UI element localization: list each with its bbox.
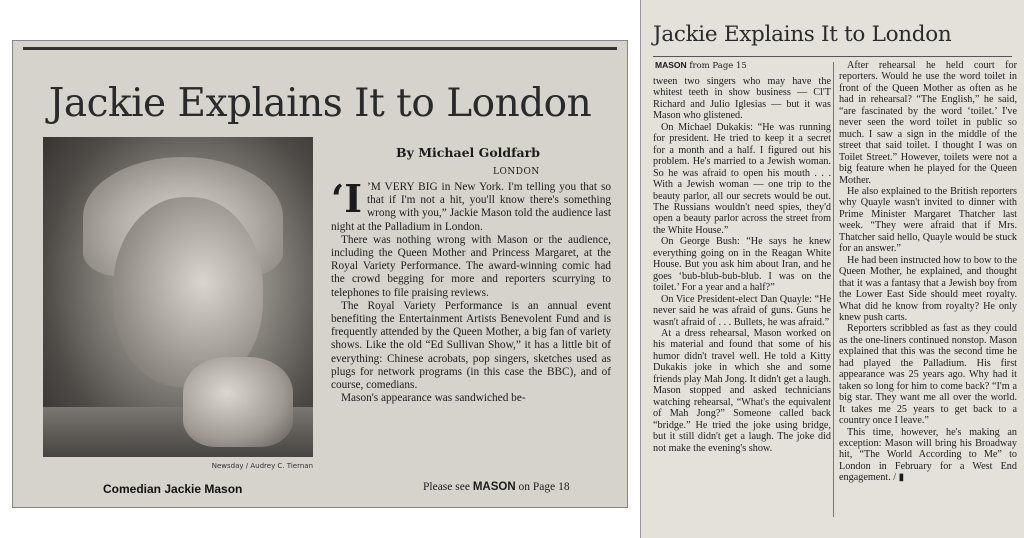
paragraph: This time, however, he's making an exception: Mason will bring his Broadway hit, “The World According to Me” to London in February for a West End engagement. / ▮ bbox=[839, 426, 1017, 484]
dateline: LONDON bbox=[493, 167, 540, 177]
paragraph: tween two singers who may have the whitest teeth in show business — Cl'T Richard and Julio Iglesias — but it was Mason who glistened. bbox=[653, 76, 831, 122]
column-2 bbox=[839, 60, 1017, 484]
continuation-note: Please see MASON on Page 18 bbox=[423, 481, 570, 493]
paragraph: There was nothing wrong with Mason or the audience, including the Queen Mother and Princess Margaret, at the Royal Variety Performance. The award-winning comic had the crowd begging for more and reporters scurrying to telephones to file praising reviews. bbox=[331, 233, 611, 299]
column-divider bbox=[833, 62, 834, 517]
paragraph: Reporters scribbled as fast as they could as the one-liners continued nonstop. Mason explained that this was the second time he had played the Palladium. His first appearance was 25 years ago. Why had it taken so long for him to come back? “I'm a big star. They want me all over the world. It takes me 25 years to get back to a country once I leave.” bbox=[839, 323, 1017, 427]
paragraph: At a dress rehearsal, Mason worked on his material and found that some of his humor didn't travel well. He told a Kitty Dukakis joke in which she and some friends play Mah Jong. It didn't get a laugh. Mason stopped and asked technicians watching rehearsal, “What's the equivalent of Mah Jong?” Someone called back “bridge.” He tried the joke using bridge, but it still didn't get a laugh. The joke did not make the evening's show. bbox=[653, 327, 831, 454]
continuation-clipping bbox=[640, 0, 1024, 538]
paragraph: The Royal Variety Performance is an annual event benefiting the Entertainment Artists Benevolent Fund and is frequently attended by the Queen Mother, a big fan of variety shows. Like the old “Ed Sullivan Show,” it has a little bit of everything: Chinese acrobats, pop singers, sketches used as plugs for network programs (in this case the BBC), and of course, comedians. bbox=[331, 299, 611, 392]
jackie-mason-photo bbox=[43, 137, 313, 457]
headline: Jackie Explains It to London bbox=[48, 81, 592, 126]
article-body bbox=[331, 176, 611, 405]
photo-hand bbox=[183, 357, 293, 447]
byline: By Michael Goldfarb bbox=[396, 145, 540, 160]
jump-line: MASON from Page 15 bbox=[655, 60, 747, 71]
paragraph: On Michael Dukakis: “He was running for president. He tried to keep it a secret for a month and a half. I figured out his problem. He's married to a Jewish woman. So he was afraid to open his mouth . . . With a Jewish woman — one trip to the beauty parlor, all our secrets would be out. The Russians wouldn't need spies, they'd open a beauty parlor across the street from the White House.” bbox=[653, 121, 831, 236]
paragraph: On George Bush: “He says he knew everything going on in the Reagan White House. But you ask him about Iran, and he goes ‘bub-blub-bub-blub. I was on the toilet.’ For a year and a half?” bbox=[653, 236, 831, 294]
top-rule bbox=[23, 47, 617, 50]
front-page-clipping bbox=[12, 40, 628, 508]
paragraph: On Vice President-elect Dan Quayle: “He never said he was afraid of guns. Guns he wasn't afraid of . . . Bullets, he was afraid.” bbox=[653, 293, 831, 328]
headline-rule bbox=[653, 56, 1012, 57]
paragraph: After rehearsal he held court for reporters. Would he use the word toilet in front of the Queen Mother as often as he had in rehearsal? “The English,” he said, “are fascinated by the word ‘toilet.’ I've never seen the word toilet in public so much. I saw a sign in the middle of the street that said toilet. I thought I was on Toilet Street.” However, toilets were not a big feature when he played for the Queen Mother. bbox=[839, 60, 1017, 186]
paragraph: He also explained to the British reporters why Quayle wasn't invited to dinner with Prime Minister Margaret Thatcher last week. “They were afraid that if Mrs. Thatcher said hello, Quayle would be stuck for an answer.” bbox=[839, 185, 1017, 255]
drop-cap: ‘I bbox=[331, 176, 363, 221]
photo-caption: Comedian Jackie Mason bbox=[103, 482, 243, 496]
column-1 bbox=[653, 76, 831, 454]
paragraph: ‘I ’M VERY BIG in New York. I'm telling you that so that if I'm not a hit, you'll know there's something wrong with you,” Jackie Mason told the audience last night at the Palladium in London. bbox=[331, 176, 611, 233]
photo-credit: Newsday / Audrey C. Tiernan bbox=[211, 462, 313, 470]
continuation-headline: Jackie Explains It to London bbox=[653, 22, 952, 47]
paragraph: Mason's appearance was sandwiched be- bbox=[341, 392, 526, 405]
paragraph: He had been instructed how to bow to the Queen Mother, he explained, and thought that it was a fantasy that a Jewish boy from the Lower East Side should meet royalty. What did he know from royalty? He only knew push carts. bbox=[839, 254, 1017, 323]
